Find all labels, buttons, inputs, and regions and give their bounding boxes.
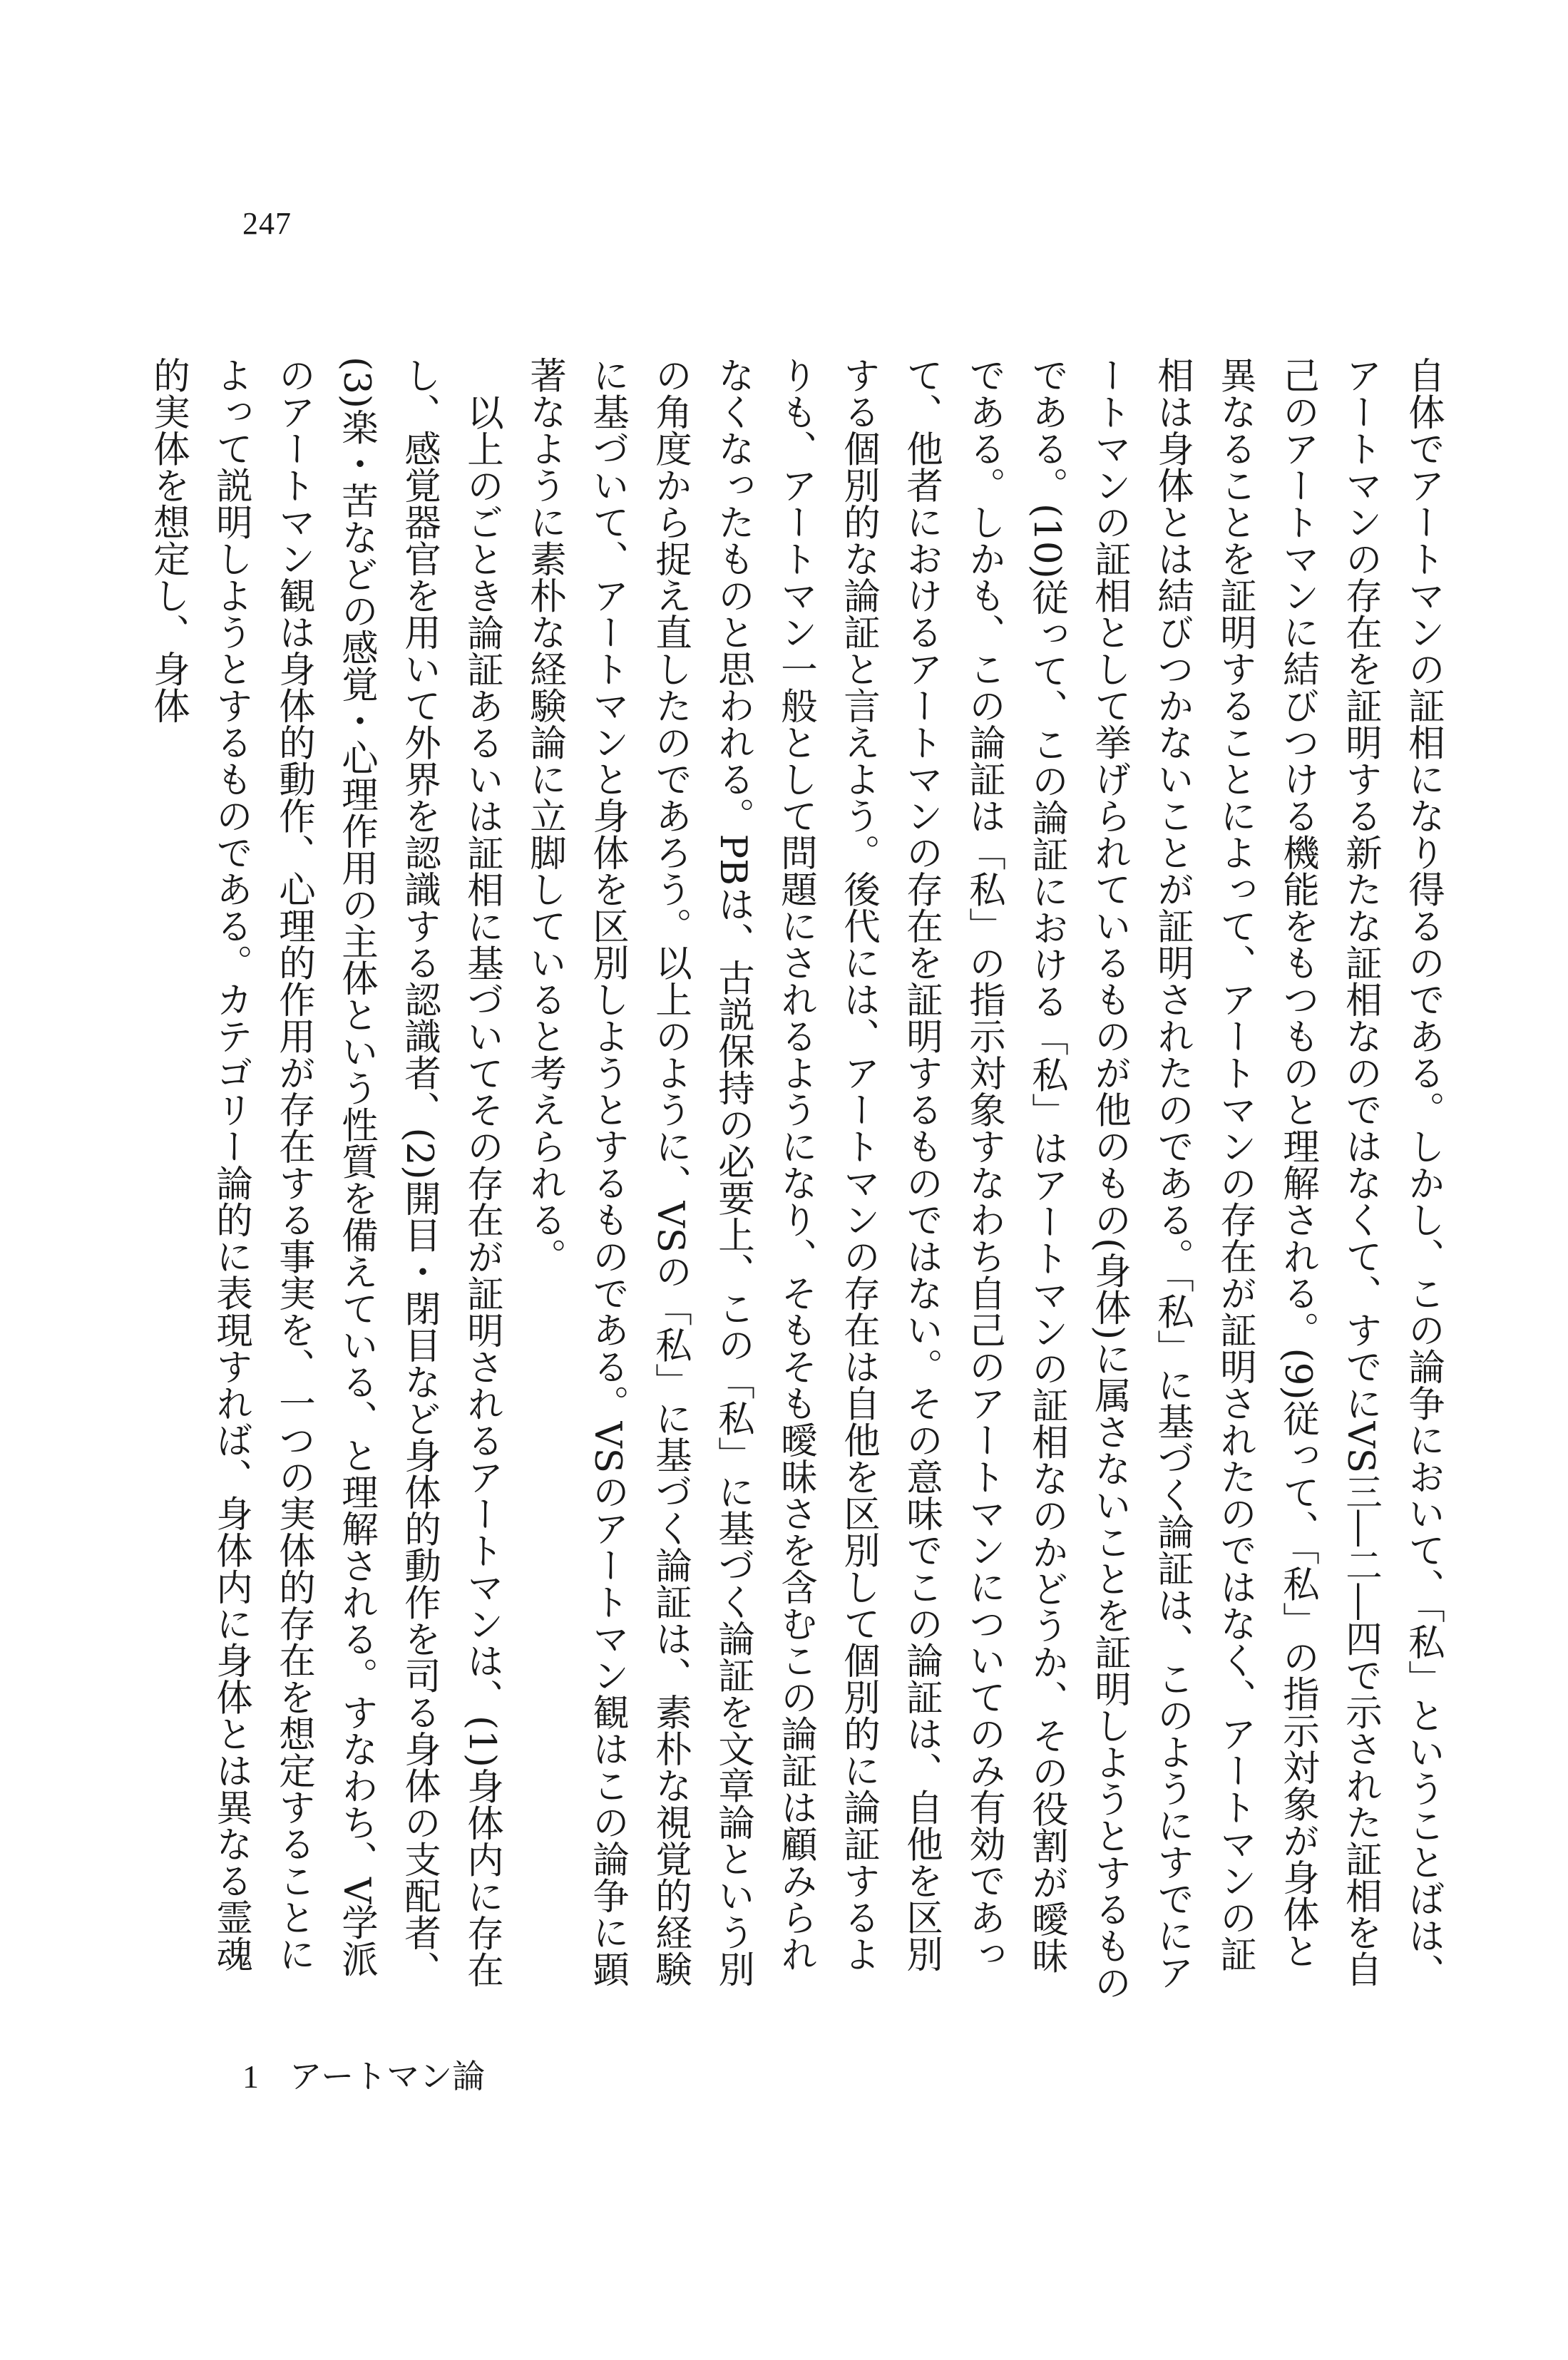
paragraph: 自体でアートマンの証相になり得るのである。しかし、この論争において、「私」ということばは、アートマンの存在を証明する新たな証相なのではなくて、すでにVS三―二―四で示された証相を自己のアートマンに結びつける機能をもつものと理解される。(9)従って、「私」の指示対象が身体と異なることを証明することによって、アートマンの存在が証明されたのではなく、アートマンの証相は身体とは結びつかないことが証明されたのである。「私」に基づく論証は、このようにすでにアートマンの証相として挙げられているものが他のもの(身体)に属さないことを証明しようとするものである。(10)従って、この論証における「私」はアートマンの証相なのかどうか、その役割が曖昧である。しかも、この論証は「私」の指示対象すなわち自己のアートマンについてのみ有効であって、他者におけるアートマンの存在を証明するものではない。その意味でこの論証は、自他を区別する個別的な論証と言えよう。後代には、アートマンの存在は自他を区別して個別的に論証するよりも、アートマン一般として問題にされるようになり、そもそも曖昧さを含むこの論証は顧みられなくなったものと思われる。PBは、古説保持の必要上、この「私」に基づく論証を文章論という別の角度から捉え直したのであろう。以上のように、VSの「私」に基づく論証は、素朴な視覚的経験に基づいて、アートマンと身体を区別しようとするものである。VSのアートマン観はこの論争に顕著なように素朴な経験論に立脚していると考えられる。 — [523, 356, 1445, 2001]
page-number: 247 — [242, 206, 292, 241]
paragraph: 以上のごとき論証あるいは証相に基づいてその存在が証明されるアートマンは、(1)身体内に存在し、感覚器官を用いて外界を認識する認識者、(2)開目・閉目など身体的動作を司る身体の支配者、(3)楽・苦などの感覚・心理作用の主体という性質を備えている、と理解される。すなわち、V学派のアートマン観は身体的動作、心理的作用が存在する事実を、一つの実体的存在を想定することによって説明しようとするものである。カテゴリー論的に表現すれば、身体内に身体とは異なる霊魂的実体を想定し、身体 — [147, 356, 503, 1988]
running-head — [242, 2051, 485, 2098]
vertical-body-text — [147, 356, 1455, 2004]
chapter-title: アートマン論 — [289, 2057, 486, 2095]
chapter-number: 1 — [242, 2058, 259, 2095]
